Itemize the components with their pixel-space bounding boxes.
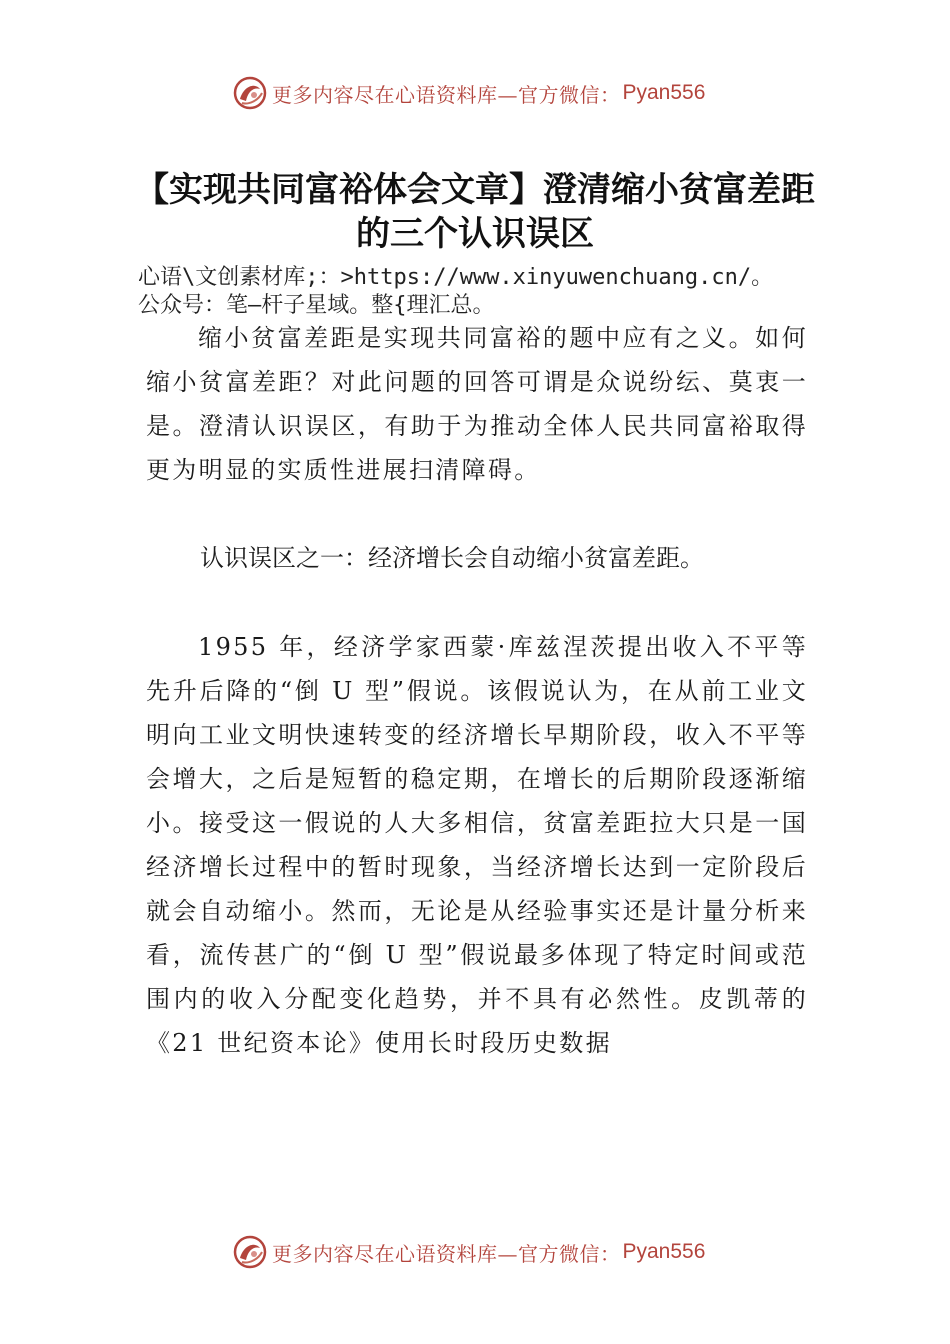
- header-banner: [232, 73, 752, 113]
- page-title: 【实现共同富裕体会文章】澄清缩小贫富差距的三个认识误区: [135, 170, 815, 254]
- footer-banner: [232, 1232, 752, 1272]
- wechat-id: Pyan556: [622, 81, 706, 104]
- section-heading: 认识误区之一：经济增长会自动缩小贫富差距。: [200, 544, 704, 572]
- intro-paragraph: 缩小贫富差距是实现共同富裕的题中应有之义。如何缩小贫富差距？对此问题的回答可谓是众说纷纭、莫衷一是。澄清认识误区，有助于为推动全体人民共同富裕取得更为明显的实质性进展扫清障碍。: [146, 324, 808, 484]
- source-line-account: 公众号：笔—杆子星域。整{理汇总。: [138, 293, 495, 318]
- swirl-logo-icon: [232, 75, 268, 111]
- source-line-website: 心语\文创素材库;：>https://www.xinyuwenchuang.cn/。: [138, 265, 774, 290]
- body-paragraph: 1955 年，经济学家西蒙·库兹涅茨提出收入不平等先升后降的“倒 U 型”假说。该假说认为，在从前工业文明向工业文明快速转变的经济增长早期阶段，收入不平等会增大，之后是短暂的稳定期，在增长的后期阶段逐渐缩小。接受这一假说的人大多相信，贫富差距拉大只是一国经济增长过程中的暂时现象，当经济增长达到一定阶段后就会自动缩小。然而，无论是从经验事实还是计量分析来看，流传甚广的“倒 U 型”假说最多体现了特定时间或范围内的收入分配变化趋势，并不具有必然性。皮凯蒂的《21 世纪资本论》使用长时段历史数据: [146, 633, 808, 1057]
- source-info: [138, 264, 828, 320]
- banner-text: 更多内容尽在心语资料库—官方微信：: [272, 82, 621, 107]
- wechat-id: Pyan556: [622, 1240, 706, 1263]
- banner-text: 更多内容尽在心语资料库—官方微信：: [272, 1241, 621, 1266]
- swirl-logo-icon: [232, 1234, 268, 1270]
